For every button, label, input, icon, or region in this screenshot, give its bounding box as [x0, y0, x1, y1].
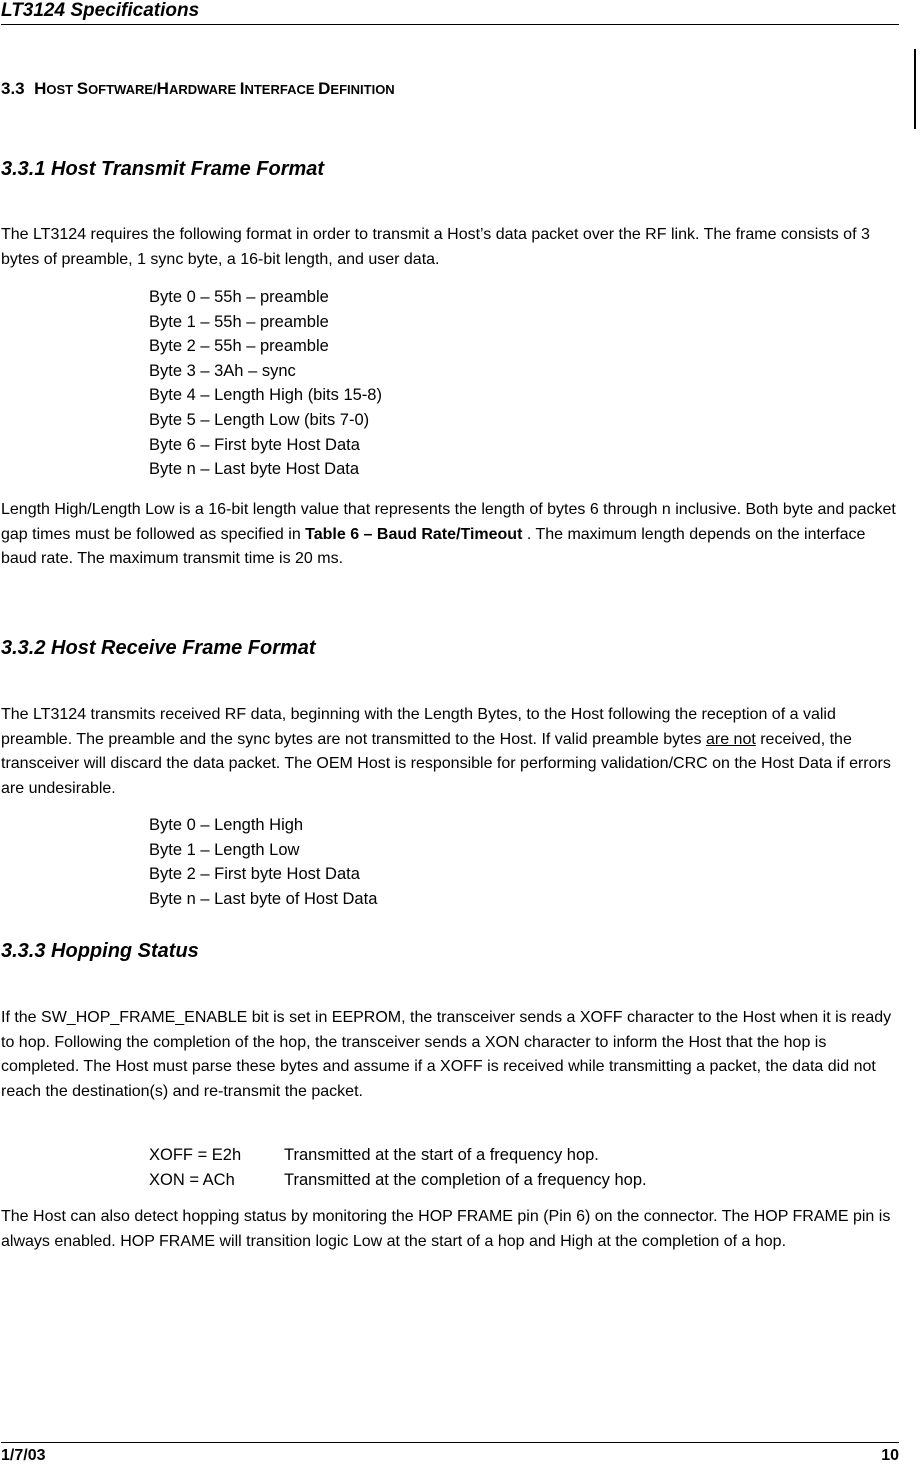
list-item: Byte 2 – 55h – preamble: [149, 337, 329, 356]
section-number: 3.3: [1, 79, 25, 98]
hop-code-desc: Transmitted at the completion of a frequency hop.: [284, 1170, 647, 1189]
title-smallcaps: ARDWARE: [168, 82, 240, 97]
paragraph-transmit-intro: The LT3124 requires the following format in order to transmit a Host’s data packet over the RF link. The frame consists of 3 bytes of preamble, 1 sync byte, a 16-bit length, and user data.: [1, 226, 870, 268]
title-initial: S: [76, 79, 89, 98]
paragraph-hopping-closing: The Host can also detect hopping status by monitoring the HOP FRAME pin (Pin 6) on the connector. The HOP FRAME pin is always enabled. HOP FRAME will transition logic Low at the start of a hop and High at the completion of a hop.: [1, 1208, 891, 1250]
paragraph-text: The LT3124 transmits received RF data, beginning with the Length Bytes, to the Host following the reception of a valid preamble. The preamble and the sync bytes are not transmitted to the Host. If valid preamble bytes: [1, 706, 836, 748]
subsection-heading-3-3-2: 3.3.2 Host Receive Frame Format: [1, 637, 316, 659]
header-rule: [1, 24, 899, 25]
hop-code-row: [149, 1143, 647, 1168]
paragraph-receive-intro: [1, 703, 901, 801]
footer-date: 1/7/03: [1, 1447, 46, 1464]
list-item: Byte 4 – Length High (bits 15-8): [149, 386, 382, 405]
title-initial: D: [318, 79, 331, 98]
underlined-text: are not: [705, 730, 756, 748]
title-initial: H: [156, 79, 169, 98]
page-number: 10: [881, 1447, 899, 1464]
subsection-heading-3-3-1: 3.3.1 Host Transmit Frame Format: [1, 158, 325, 180]
hop-code: XOFF = E2h: [149, 1146, 242, 1164]
title-smallcaps: EFINITION: [330, 82, 395, 97]
list-item: Byte n – Last byte Host Data: [149, 460, 360, 479]
paragraph-hopping-intro: If the SW_HOP_FRAME_ENABLE bit is set in EEPROM, the transceiver sends a XOFF character to the Host when it is ready to hop. Following the completion of the hop, the transceiver sends a XON character to inform the Host that the hop is completed. The Host must parse these bytes and assume if a XOFF is received while transmitting a packet, the data did not reach the destination(s) and re-transmit the packet.: [1, 1009, 892, 1100]
list-item: Byte 0 – Length High: [149, 816, 304, 834]
title-initial: H: [34, 79, 47, 98]
section-heading: [1, 79, 395, 99]
paragraph-text: received, the transceiver will discard the data packet. The OEM Host is responsible for performing validation/CRC on the Host Data if errors are undesirable.: [1, 730, 891, 797]
list-item: Byte 3 – 3Ah – sync: [149, 361, 296, 380]
list-item: Byte 1 – Length Low: [149, 840, 300, 859]
change-bar: [914, 49, 916, 129]
hop-code-table: [149, 1143, 647, 1192]
header-title: LT3124 Specifications: [1, 0, 200, 21]
receive-byte-list: [149, 813, 377, 911]
paragraph-text: Length High/Length Low is a 16-bit length value that represents the length of bytes 6 through n inclusive. Both byte and packet gap times must be followed as specified in: [1, 501, 896, 543]
subsection-heading-3-3-3: 3.3.3 Hopping Status: [1, 940, 199, 962]
title-smallcaps: OFTWARE/: [88, 82, 157, 97]
hop-code: XON = ACh: [149, 1170, 235, 1189]
list-item: Byte 5 – Length Low (bits 7-0): [149, 410, 370, 429]
list-item: Byte 1 – 55h – preamble: [149, 312, 329, 331]
transmit-byte-list: [149, 285, 382, 482]
title-smallcaps: OST: [46, 82, 77, 97]
title-smallcaps: NTERFACE: [244, 82, 319, 97]
list-item: Byte 0 – 55h – preamble: [149, 288, 329, 306]
list-item: Byte 2 – First byte Host Data: [149, 865, 360, 884]
list-item: Byte 6 – First byte Host Data: [149, 435, 360, 454]
list-item: Byte n – Last byte of Host Data: [149, 889, 378, 908]
section-title: [34, 79, 395, 98]
paragraph-text: . The maximum length depends on the interface baud rate. The maximum transmit time is 20 ms.: [1, 525, 866, 567]
footer-rule: [1, 1442, 899, 1443]
table-6-link[interactable]: Table 6 – Baud Rate/Timeout: [305, 525, 523, 543]
title-initial: I: [239, 79, 245, 98]
hop-code-row: [149, 1168, 647, 1193]
paragraph-transmit-length: [1, 498, 901, 572]
hop-code-desc: Transmitted at the start of a frequency hop.: [284, 1146, 599, 1164]
